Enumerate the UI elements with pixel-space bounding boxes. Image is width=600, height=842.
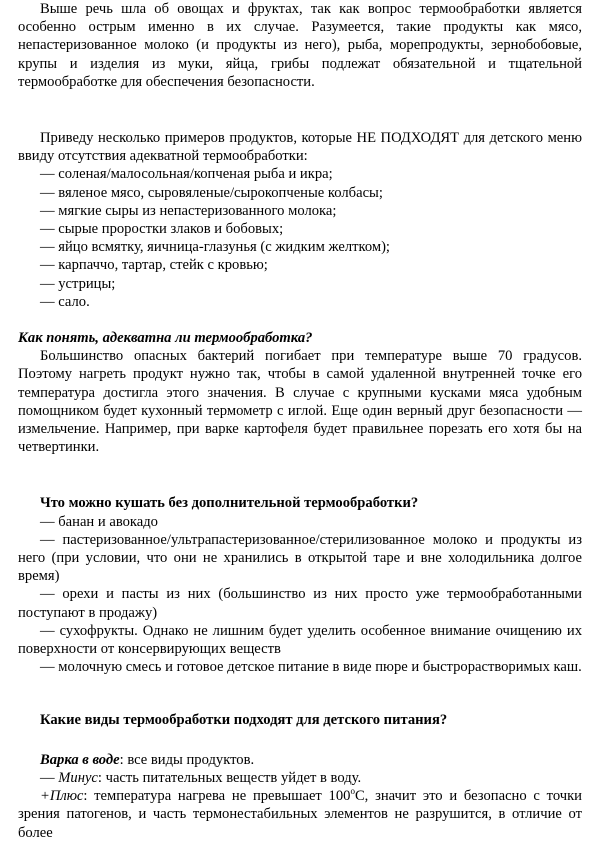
minus-line <box>18 769 582 787</box>
spacer <box>18 311 582 329</box>
not-suitable-list <box>18 165 582 311</box>
no-heat-heading: Что можно кушать без дополнительной термообработки? <box>40 495 419 512</box>
list-item: — банан и авокадо <box>40 513 158 530</box>
no-heat-list <box>18 513 582 677</box>
list-item: — молочную смесь и готовое детское питание в виде пюре и быстрорастворимых каш. <box>40 659 582 676</box>
minus-label: Минус <box>58 769 98 786</box>
adequacy-heading: Как понять, адекватна ли термообработка? <box>18 330 313 347</box>
boiling-title: Варка в воде <box>40 751 120 768</box>
list-item: — устрицы; <box>40 275 116 292</box>
minus-prefix: — <box>40 769 59 786</box>
types-heading: Какие виды термообработки подходят для детского питания? <box>40 711 448 728</box>
document-page <box>18 0 582 842</box>
spacer <box>18 729 582 751</box>
list-item: — сырые проростки злаков и бобовых; <box>40 221 284 238</box>
list-item: — мягкие сыры из непастеризованного молока; <box>40 202 337 219</box>
plus-text-before: : температура нагрева не превышает 100 <box>83 788 351 805</box>
plus-degree: о <box>350 786 355 797</box>
spacer <box>18 677 582 711</box>
minus-text: : часть питательных веществ уйдет в воду. <box>97 769 362 786</box>
list-item: — соленая/малосольная/копченая рыба и икра; <box>40 166 333 183</box>
list-item: — яйцо всмятку, яичница-глазунья (с жидким желтком); <box>40 239 390 256</box>
list-item: — сало. <box>40 293 90 310</box>
not-suitable-intro: Приведу несколько примеров продуктов, которые НЕ ПОДХОДЯТ для детского меню ввиду отсутствия адекватной термообработки: <box>18 130 582 165</box>
list-item: — орехи и пасты из них (большинство из них просто уже термообработанными поступают в продажу) <box>18 586 582 621</box>
plus-line <box>18 787 582 842</box>
list-item: — пастеризованное/ультрапастеризованное/стерилизованное молоко и продукты из него (при условии, что они не хранились в открытой таре и вне холодильника долгое время) <box>18 531 582 585</box>
boiling-text: : все виды продуктов. <box>119 751 255 768</box>
plus-text-after: С, значит это и безопасно с точки зрения патогенов, и часть термонестабильных элементов не разрушится, в отличие от более <box>18 788 582 841</box>
spacer <box>18 91 582 129</box>
list-item: — сухофрукты. Однако не лишним будет уделить особенное внимание очищению их поверхности от консервирующих веществ <box>18 622 582 658</box>
adequacy-paragraph: Большинство опасных бактерий погибает при температуре выше 70 градусов. Поэтому нагреть продукт нужно так, чтобы в самой удаленной внутренней точке его температура достигла этого значения. В случае с крупными кусками мяса удобным помощником будет кухонный термометр с иглой. Еще один верный друг безопасности — измельчение. Например, при варке картофеля будет правильнее порезать его хотя бы на четвертинки. <box>18 348 582 456</box>
boiling-line <box>18 751 582 769</box>
intro-paragraph: Выше речь шла об овощах и фруктах, так как вопрос термообработки является особенно острым именно в их случае. Разумеется, такие продукты как мясо, непастеризованное молоко (и продукты из него), рыба, морепродукты, зернобобовые, крупы и изделия из муки, яйца, грибы подлежат обязательной и тщательной термообработке для обеспечения безопасности. <box>18 1 582 90</box>
spacer <box>18 456 582 494</box>
plus-label: +Плюс <box>40 788 84 805</box>
list-item: — карпаччо, тартар, стейк с кровью; <box>40 257 268 274</box>
list-item: — вяленое мясо, сыровяленые/сырокопченые колбасы; <box>40 184 383 201</box>
